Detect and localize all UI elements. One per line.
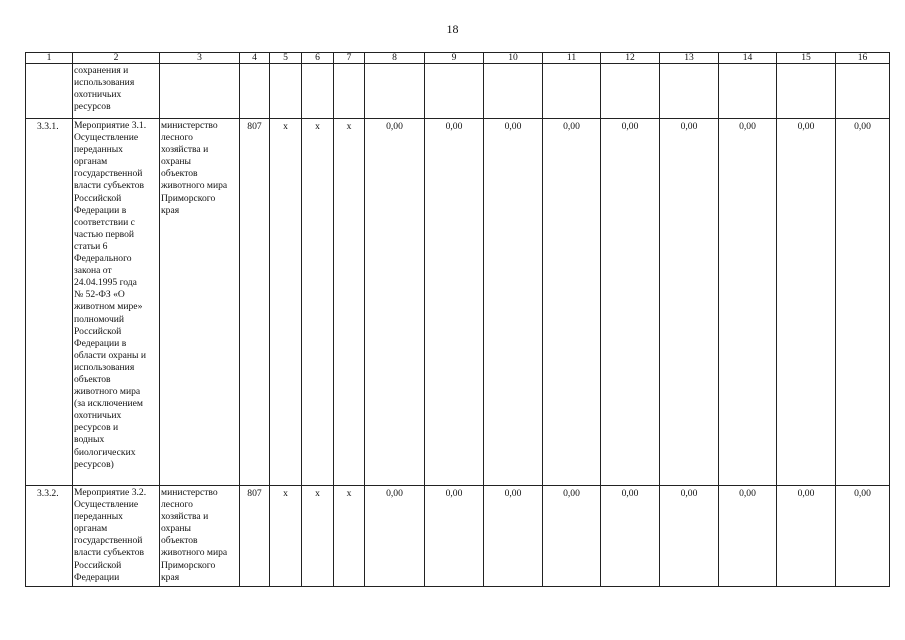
- column-header: 3: [160, 53, 240, 64]
- page-number: 18: [446, 22, 459, 36]
- row-value: [660, 64, 719, 119]
- row-col5: [270, 64, 302, 119]
- row-value: [836, 64, 890, 119]
- row-code: 3.3.1.: [26, 119, 73, 486]
- row-value: 0,00: [425, 119, 484, 486]
- row-grbs: 807: [240, 486, 270, 587]
- table-row: [26, 119, 890, 486]
- row-value: 0,00: [425, 486, 484, 587]
- row-col5: х: [270, 119, 302, 486]
- column-header: 4: [240, 53, 270, 64]
- row-value: 0,00: [777, 486, 836, 587]
- column-header: 6: [302, 53, 334, 64]
- row-name: Мероприятие 3.2. Осуществление переданных органам государственной власти субъектов Российской Федерации: [73, 486, 160, 587]
- row-value: [365, 64, 425, 119]
- row-grbs: [240, 64, 270, 119]
- row-col6: х: [302, 119, 334, 486]
- row-col6: х: [302, 486, 334, 587]
- row-value: 0,00: [484, 119, 543, 486]
- column-header: 12: [601, 53, 660, 64]
- row-name: Мероприятие 3.1. Осуществление переданных органам государственной власти субъектов Российской Федерации в соответствии с частью первой статьи 6 Федерального закона от 24.04.1995 года № 52-ФЗ «О животном мире» полномочий Российской Федерации в области охраны и использования объектов животного мира (за исключением охотничьих ресурсов и водных биологических ресурсов): [73, 119, 160, 486]
- row-value: 0,00: [543, 119, 601, 486]
- row-value: 0,00: [601, 486, 660, 587]
- row-value: [777, 64, 836, 119]
- row-executor: [160, 64, 240, 119]
- row-executor: министерство лесного хозяйства и охраны объектов животного мира Приморского края: [160, 119, 240, 486]
- row-value: 0,00: [660, 486, 719, 587]
- row-col6: [302, 64, 334, 119]
- row-value: [425, 64, 484, 119]
- row-value: 0,00: [365, 119, 425, 486]
- row-code: [26, 64, 73, 119]
- row-value: [543, 64, 601, 119]
- column-header: 14: [719, 53, 777, 64]
- row-value: [484, 64, 543, 119]
- program-table: [25, 52, 890, 587]
- row-name: сохранения и использования охотничьих ресурсов: [73, 64, 160, 119]
- column-header: 2: [73, 53, 160, 64]
- column-header: 1: [26, 53, 73, 64]
- row-code: 3.3.2.: [26, 486, 73, 587]
- column-header: 9: [425, 53, 484, 64]
- row-col5: х: [270, 486, 302, 587]
- row-col7: [334, 64, 365, 119]
- column-header: 15: [777, 53, 836, 64]
- row-executor: министерство лесного хозяйства и охраны объектов животного мира Приморского края: [160, 486, 240, 587]
- row-value: 0,00: [719, 486, 777, 587]
- row-value: 0,00: [365, 486, 425, 587]
- row-value: 0,00: [719, 119, 777, 486]
- row-value: 0,00: [601, 119, 660, 486]
- row-value: 0,00: [836, 486, 890, 587]
- row-grbs: 807: [240, 119, 270, 486]
- table-row: [26, 486, 890, 587]
- column-header: 10: [484, 53, 543, 64]
- column-header: 13: [660, 53, 719, 64]
- row-value: 0,00: [543, 486, 601, 587]
- column-header: 5: [270, 53, 302, 64]
- table-row: [26, 64, 890, 119]
- row-col7: х: [334, 486, 365, 587]
- row-value: 0,00: [484, 486, 543, 587]
- row-value: [719, 64, 777, 119]
- row-value: 0,00: [836, 119, 890, 486]
- row-value: 0,00: [660, 119, 719, 486]
- column-header: 11: [543, 53, 601, 64]
- row-value: [601, 64, 660, 119]
- column-header: 7: [334, 53, 365, 64]
- column-header: 8: [365, 53, 425, 64]
- column-header: 16: [836, 53, 890, 64]
- row-value: 0,00: [777, 119, 836, 486]
- row-col7: х: [334, 119, 365, 486]
- column-number-row: [26, 53, 890, 64]
